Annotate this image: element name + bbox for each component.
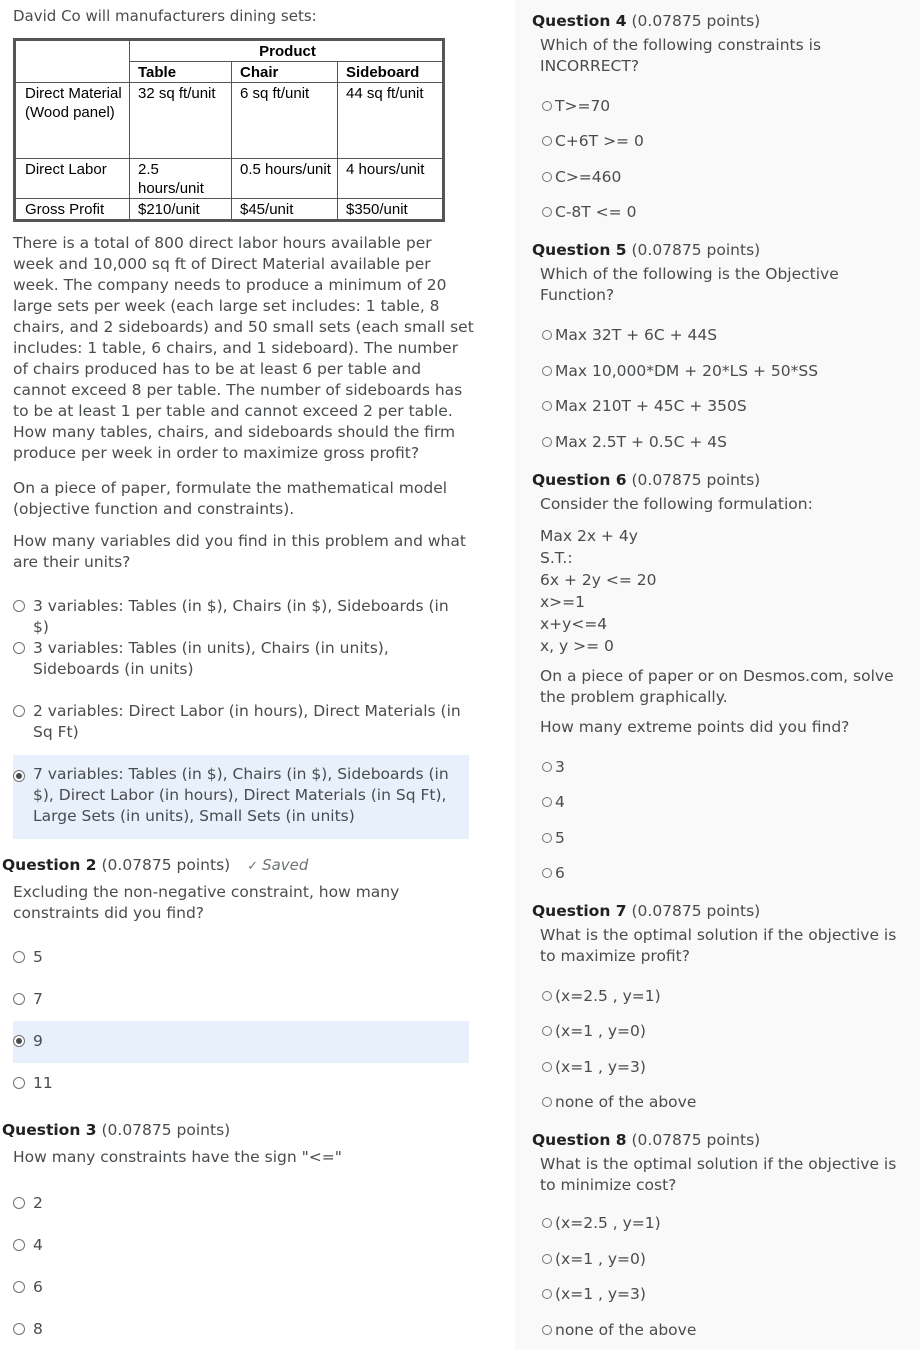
q6-option[interactable]: 6 — [542, 863, 565, 884]
radio-button[interactable] — [13, 600, 25, 612]
radio-button[interactable] — [542, 868, 552, 878]
q3-title: Question 3 — [2, 1121, 97, 1139]
q7-option[interactable]: (x=2.5 , y=1) — [542, 986, 661, 1007]
cell: $350/unit — [338, 199, 444, 221]
table-row — [15, 83, 444, 159]
radio-button[interactable] — [542, 366, 552, 376]
cell: 4 hours/unit — [338, 159, 444, 199]
formulate-text: On a piece of paper, formulate the mathematical model (objective function and constraints). — [13, 479, 448, 518]
radio-button[interactable] — [13, 993, 25, 1005]
q8-prompt: What is the optimal solution if the objective is to minimize cost? — [540, 1155, 897, 1194]
q7-prompt: What is the optimal solution if the objective is to maximize profit? — [540, 926, 897, 965]
cell: 0.5 hours/unit — [232, 159, 338, 199]
table-corner — [15, 40, 130, 62]
q6-points: (0.07875 points) — [631, 471, 761, 489]
q2-prompt: Excluding the non-negative constraint, how many constraints did you find? — [13, 883, 400, 922]
col-chair: Chair — [232, 62, 338, 83]
checkmark-icon: ✓ — [247, 859, 259, 874]
q3-prompt: How many constraints have the sign "<=" — [13, 1148, 342, 1166]
row-label: Direct Labor — [15, 159, 130, 199]
radio-button[interactable] — [542, 797, 552, 807]
q5-option[interactable]: Max 10,000*DM + 20*LS + 50*SS — [542, 361, 818, 382]
radio-button[interactable] — [13, 1197, 25, 1209]
cell: 6 sq ft/unit — [232, 83, 338, 159]
col-table: Table — [130, 62, 232, 83]
radio-button[interactable] — [13, 1239, 25, 1251]
radio-button[interactable] — [542, 136, 552, 146]
q2-option[interactable]: 11 — [13, 1073, 469, 1095]
q6-option[interactable]: 4 — [542, 792, 565, 813]
q8-header — [532, 1130, 760, 1151]
q1-option[interactable]: 3 variables: Tables (in $), Chairs (in $), Sideboards (in $) — [13, 596, 469, 618]
q6-title: Question 6 — [532, 471, 627, 489]
radio-button[interactable] — [542, 1325, 552, 1335]
q2-title: Question 2 — [2, 856, 97, 874]
q3-option[interactable]: 6 — [13, 1277, 469, 1299]
q5-option[interactable]: Max 2.5T + 0.5C + 4S — [542, 432, 727, 453]
q6-formulation: Max 2x + 4y S.T.: 6x + 2y <= 20 x>=1 x+y<=4 x, y >= 0 — [540, 527, 657, 655]
radio-button[interactable] — [542, 1289, 552, 1299]
problem-text: There is a total of 800 direct labor hours available per week and 10,000 sq ft of Direct Material available per week. The company needs to produce a minimum of 20 large sets per week (each large set includes: 1 table, 8 chairs, and 2 sideboards) and 50 small sets (each small set includes: 1 table, 6 chairs, and 1 sideboard). The number of chairs produced has to be at least 6 per table and cannot exceed 8 per table. The number of sideboards has to be at least 1 per table and cannot exceed 2 per table. How many tables, chairs, and sideboards should the firm produce per week in order to maximize gross profit? — [13, 234, 474, 462]
q8-option[interactable]: none of the above — [542, 1320, 696, 1341]
intro-text: David Co will manufacturers dining sets: — [13, 7, 317, 25]
q5-header — [532, 240, 760, 261]
q4-points: (0.07875 points) — [631, 12, 761, 30]
q7-option[interactable]: (x=1 , y=3) — [542, 1057, 646, 1078]
q4-title: Question 4 — [532, 12, 627, 30]
q8-option[interactable]: (x=1 , y=0) — [542, 1249, 646, 1270]
cell: 2.5 hours/unit — [130, 159, 232, 199]
q1-option[interactable]: 2 variables: Direct Labor (in hours), Direct Materials (in Sq Ft) — [13, 701, 469, 745]
q2-header — [2, 855, 308, 877]
q6-question: How many extreme points did you find? — [540, 718, 850, 736]
table-corner-2 — [15, 62, 130, 83]
table-row — [15, 199, 444, 221]
q4-header — [532, 11, 760, 32]
radio-button[interactable] — [13, 951, 25, 963]
radio-button[interactable] — [13, 642, 25, 654]
radio-button[interactable] — [542, 330, 552, 340]
cell: 44 sq ft/unit — [338, 83, 444, 159]
radio-button[interactable] — [542, 833, 552, 843]
q7-header — [532, 901, 760, 922]
q1-option-selected[interactable]: 7 variables: Tables (in $), Chairs (in $), Sideboards (in $), Direct Labor (in hours), Direct Materials (in Sq Ft), Large Sets (in units), Small Sets (in units) — [13, 755, 469, 839]
q6-prompt: Consider the following formulation: — [540, 495, 813, 513]
q5-prompt: Which of the following is the Objective Function? — [540, 265, 839, 304]
radio-button[interactable] — [13, 1077, 25, 1089]
q2-option[interactable]: 7 — [13, 989, 469, 1011]
table-row — [15, 159, 444, 199]
q7-option[interactable]: none of the above — [542, 1092, 696, 1113]
q1-option[interactable]: 3 variables: Tables (in units), Chairs (in units), Sideboards (in units) — [13, 638, 469, 682]
radio-button[interactable] — [13, 1323, 25, 1335]
saved-status: ✓ Saved — [247, 856, 309, 874]
radio-button-checked[interactable] — [13, 770, 25, 782]
cell: 32 sq ft/unit — [130, 83, 232, 159]
radio-button[interactable] — [542, 401, 552, 411]
q8-option[interactable]: (x=2.5 , y=1) — [542, 1213, 661, 1234]
q4-option[interactable]: C-8T <= 0 — [542, 202, 636, 223]
row-label: Gross Profit — [15, 199, 130, 221]
radio-button[interactable] — [542, 1026, 552, 1036]
q6-option[interactable]: 5 — [542, 828, 565, 849]
q8-title: Question 8 — [532, 1131, 627, 1149]
col-sideboard: Sideboard — [338, 62, 444, 83]
cell: $210/unit — [130, 199, 232, 221]
q7-title: Question 7 — [532, 902, 627, 920]
radio-button[interactable] — [542, 207, 552, 217]
q4-prompt: Which of the following constraints is INCORRECT? — [540, 36, 822, 75]
q6-header — [532, 470, 760, 491]
q1-prompt: How many variables did you find in this problem and what are their units? — [13, 532, 466, 571]
q3-option[interactable]: 8 — [13, 1319, 469, 1341]
row-label: Direct Material (Wood panel) — [15, 83, 130, 159]
radio-button[interactable] — [542, 172, 552, 182]
radio-button[interactable] — [542, 437, 552, 447]
cell: $45/unit — [232, 199, 338, 221]
q8-points: (0.07875 points) — [631, 1131, 761, 1149]
q6-option[interactable]: 3 — [542, 757, 565, 778]
q4-option[interactable]: C+6T >= 0 — [542, 131, 644, 152]
q5-option[interactable]: Max 32T + 6C + 44S — [542, 325, 717, 346]
radio-button[interactable] — [542, 1254, 552, 1264]
q7-option[interactable]: (x=1 , y=0) — [542, 1021, 646, 1042]
radio-button[interactable] — [542, 762, 552, 772]
radio-button[interactable] — [542, 1218, 552, 1228]
q3-header — [2, 1120, 230, 1141]
radio-button[interactable] — [542, 1097, 552, 1107]
q4-option[interactable]: C>=460 — [542, 167, 621, 188]
q3-points: (0.07875 points) — [101, 1121, 231, 1139]
radio-button[interactable] — [542, 1062, 552, 1072]
q2-points: (0.07875 points) — [101, 856, 231, 874]
q3-option[interactable]: 4 — [13, 1235, 469, 1257]
q7-points: (0.07875 points) — [631, 902, 761, 920]
q6-instruction: On a piece of paper or on Desmos.com, solve the problem graphically. — [540, 667, 894, 706]
radio-button[interactable] — [542, 101, 552, 111]
q3-option[interactable]: 2 — [13, 1193, 469, 1215]
q5-points: (0.07875 points) — [631, 241, 761, 259]
q2-option[interactable]: 5 — [13, 947, 469, 969]
q4-option[interactable]: T>=70 — [542, 96, 610, 117]
q2-option-selected[interactable]: 9 — [13, 1021, 469, 1063]
q8-option[interactable]: (x=1 , y=3) — [542, 1284, 646, 1305]
product-header: Product — [130, 40, 444, 62]
radio-button[interactable] — [542, 991, 552, 1001]
product-table — [13, 38, 445, 222]
radio-button[interactable] — [13, 1281, 25, 1293]
q5-option[interactable]: Max 210T + 45C + 350S — [542, 396, 747, 417]
radio-button[interactable] — [13, 705, 25, 717]
radio-button-checked[interactable] — [13, 1035, 25, 1047]
right-column — [515, 0, 920, 1350]
q5-title: Question 5 — [532, 241, 627, 259]
